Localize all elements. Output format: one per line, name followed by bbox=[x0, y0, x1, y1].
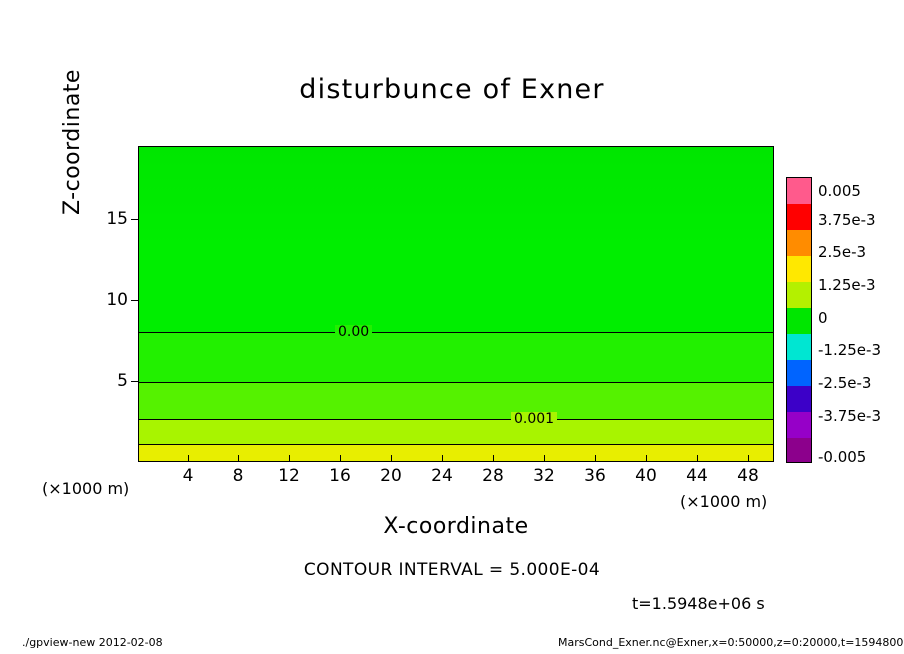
xtick-label-12: 12 bbox=[278, 466, 300, 486]
plot-area bbox=[138, 146, 774, 462]
xtick-label-8: 8 bbox=[232, 466, 244, 486]
ytick-15 bbox=[131, 219, 138, 220]
colorbar-cell-4 bbox=[787, 282, 811, 308]
xtick-label-4: 4 bbox=[182, 466, 194, 486]
contour-label-1: 0.001 bbox=[511, 412, 557, 426]
band-1 bbox=[139, 332, 773, 382]
y-axis-title: Z-coordinate bbox=[60, 69, 85, 215]
band-4 bbox=[139, 444, 773, 462]
x-axis-units: (×1000 m) bbox=[680, 492, 768, 511]
colorbar-label-8: -0.005 bbox=[818, 448, 867, 466]
colorbar-cell-1 bbox=[787, 204, 811, 230]
xtick-28 bbox=[493, 455, 494, 462]
colorbar-cell-10 bbox=[787, 438, 811, 463]
ytick-label-10: 10 bbox=[106, 290, 128, 310]
xtick-label-20: 20 bbox=[380, 466, 402, 486]
xtick-label-16: 16 bbox=[329, 466, 351, 486]
colorbar bbox=[786, 177, 812, 463]
contour-line-3 bbox=[139, 444, 773, 445]
xtick-label-40: 40 bbox=[635, 466, 657, 486]
colorbar-label-4: 0 bbox=[818, 309, 828, 327]
colorbar-cell-5 bbox=[787, 308, 811, 334]
footer-left-text: ./gpview-new 2012-02-08 bbox=[22, 636, 163, 649]
x-axis-title: X-coordinate bbox=[383, 514, 529, 539]
xtick-44 bbox=[697, 455, 698, 462]
xtick-label-48: 48 bbox=[737, 466, 759, 486]
colorbar-label-3: 1.25e-3 bbox=[818, 276, 876, 294]
colorbar-label-1: 3.75e-3 bbox=[818, 211, 876, 229]
colorbar-cell-8 bbox=[787, 386, 811, 412]
colorbar-cell-2 bbox=[787, 230, 811, 256]
xtick-16 bbox=[340, 455, 341, 462]
time-label: t=1.5948e+06 s bbox=[632, 594, 765, 613]
ytick-5 bbox=[131, 381, 138, 382]
xtick-40 bbox=[646, 455, 647, 462]
xtick-label-24: 24 bbox=[431, 466, 453, 486]
colorbar-cell-9 bbox=[787, 412, 811, 438]
contour-line-0 bbox=[139, 332, 773, 333]
footer-right-text: MarsCond_Exner.nc@Exner,x=0:50000,z=0:20000,t=1594800 bbox=[558, 636, 904, 649]
xtick-label-36: 36 bbox=[584, 466, 606, 486]
xtick-36 bbox=[595, 455, 596, 462]
colorbar-label-7: -3.75e-3 bbox=[818, 407, 881, 425]
colorbar-cell-0 bbox=[787, 178, 811, 204]
z-axis-units: (×1000 m) bbox=[42, 479, 130, 498]
xtick-label-32: 32 bbox=[533, 466, 555, 486]
xtick-8 bbox=[238, 455, 239, 462]
contour-line-2 bbox=[139, 419, 773, 420]
xtick-label-28: 28 bbox=[482, 466, 504, 486]
colorbar-cell-3 bbox=[787, 256, 811, 282]
ytick-label-15: 15 bbox=[106, 209, 128, 229]
chart-title: disturbunce of Exner bbox=[299, 74, 605, 105]
xtick-4 bbox=[188, 455, 189, 462]
band-top-shade bbox=[139, 147, 773, 247]
xtick-label-44: 44 bbox=[686, 466, 708, 486]
xtick-12 bbox=[289, 455, 290, 462]
colorbar-label-2: 2.5e-3 bbox=[818, 243, 867, 261]
contour-label-0: 0.00 bbox=[335, 325, 372, 339]
ytick-10 bbox=[131, 300, 138, 301]
xtick-48 bbox=[748, 455, 749, 462]
xtick-32 bbox=[544, 455, 545, 462]
band-2 bbox=[139, 382, 773, 419]
xtick-24 bbox=[442, 455, 443, 462]
colorbar-label-5: -1.25e-3 bbox=[818, 341, 881, 359]
contour-line-1 bbox=[139, 382, 773, 383]
colorbar-cell-7 bbox=[787, 360, 811, 386]
colorbar-cell-6 bbox=[787, 334, 811, 360]
band-3 bbox=[139, 419, 773, 444]
colorbar-label-0: 0.005 bbox=[818, 182, 861, 200]
xtick-20 bbox=[391, 455, 392, 462]
contour-interval-label: CONTOUR INTERVAL = 5.000E-04 bbox=[303, 560, 601, 580]
ytick-label-5: 5 bbox=[117, 371, 128, 391]
colorbar-label-6: -2.5e-3 bbox=[818, 374, 872, 392]
